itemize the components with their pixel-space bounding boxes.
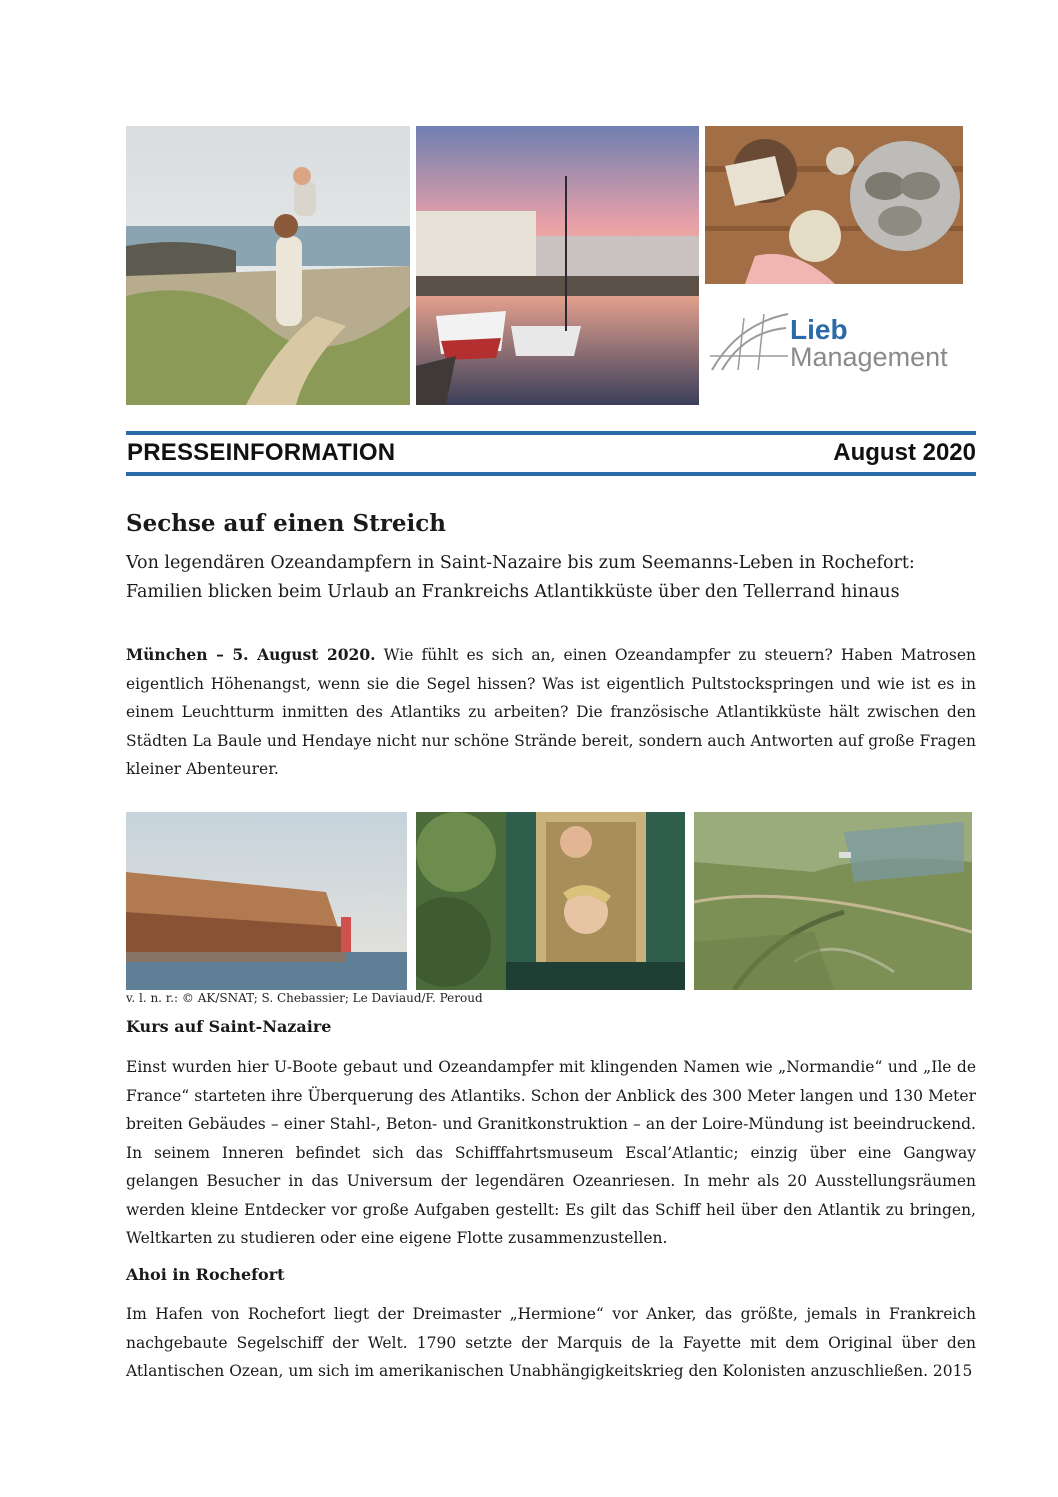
intro-text: Wie fühlt es sich an, einen Ozeandampfer zu steuern? Haben Matrosen eigentlich Höhenangst, wenn sie die Segel hissen? Was ist eigentlich Pultstockspringen und wie ist es in einem Leuchtturm inmitten des Atlantiks zu arbeiten? Die französische Atlantikküste hält zwischen den Städten La Baule und Hendaye nicht nur schöne Strände bereit, sondern auch Antworten auf große Fragen kleiner Abenteurer.	[126, 646, 977, 778]
section-heading-rochefort: Ahoi in Rochefort	[126, 1265, 285, 1284]
submarine-base-photo	[126, 812, 407, 990]
intro-lead: München – 5. August 2020.	[126, 645, 376, 664]
logo-text-lieb: Lieb	[790, 314, 848, 345]
marsh-aerial-photo	[694, 812, 972, 990]
section-text-rochefort: Im Hafen von Rochefort liegt der Dreimaster „Hermione“ vor Anker, das größte, jemals in Frankreich nachgebaute Segelschiff der Welt. 1790 setzte der Marquis de la Fayette mit dem Original über den Atlantischen Ozean, um sich im amerikanischen Unabhängigkeitskrieg den Kolonisten anzuschließen. 2015	[126, 1305, 976, 1380]
intro-paragraph	[126, 641, 976, 784]
mother-child-beach-photo	[126, 126, 410, 405]
section-heading-saint-nazaire: Kurs auf Saint-Nazaire	[126, 1017, 332, 1036]
children-train-photo	[416, 812, 685, 990]
press-date: August 2020	[833, 439, 976, 466]
header-rule-top	[126, 431, 976, 435]
article-subtitle-line2: Familien blicken beim Urlaub an Frankreichs Atlantikküste über den Tellerrand hinaus	[126, 582, 900, 602]
press-label: PRESSEINFORMATION	[127, 439, 396, 466]
lieb-management-logo	[708, 296, 968, 396]
harbor-sunset-photo	[416, 126, 699, 405]
section-text-saint-nazaire: Einst wurden hier U-Boote gebaut und Ozeandampfer mit klingenden Namen wie „Normandie“ und „Ile de France“ starteten ihre Überquerung des Atlantiks. Schon der Anblick des 300 Meter langen und 130 Meter breiten Gebäudes – einer Stahl-, Beton- und Granitkonstruktion – an der Loire-Mündung ist beeindruckend. In seinem Inneren befindet sich das Schifffahrtsmuseum Escal’Atlantic; einzig über eine Gangway gelangen Besucher in das Universum der legendären Ozeanriesen. In mehr als 20 Ausstellungsräumen werden kleine Entdecker vor große Aufgaben gestellt: Es gilt das Schiff heil über den Atlantik zu bringen, Weltkarten zu studieren oder eine eigene Flotte zusammenzustellen.	[126, 1058, 976, 1247]
article-subtitle-line1: Von legendären Ozeandampfern in Saint-Nazaire bis zum Seemanns-Leben in Rochefort:	[126, 553, 915, 573]
logo-text-management: Management	[790, 342, 948, 372]
oysters-table-photo	[705, 126, 963, 284]
photo-caption: v. l. n. r.: © AK/SNAT; S. Chebassier; Le Daviaud/F. Peroud	[126, 991, 483, 1005]
header-rule-bottom	[126, 472, 976, 476]
article-title: Sechse auf einen Streich	[126, 510, 446, 537]
